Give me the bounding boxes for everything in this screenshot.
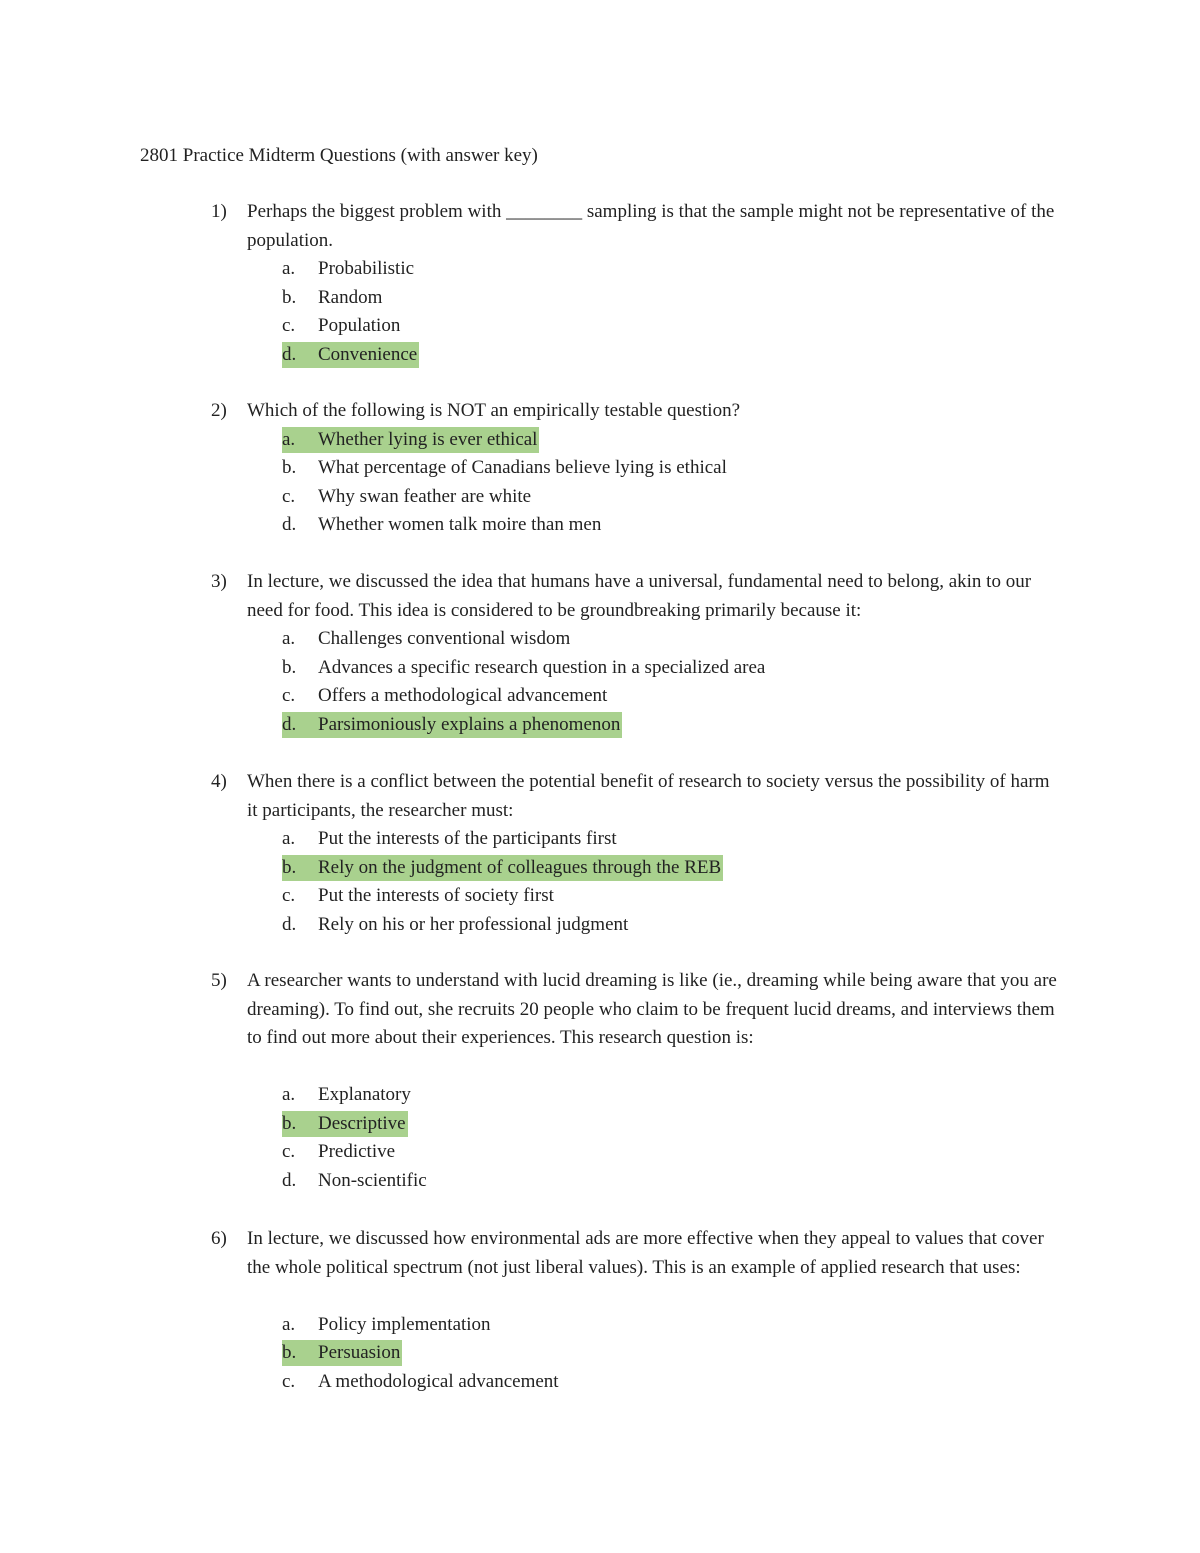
- option-letter: c.: [282, 315, 296, 336]
- answer-option-correct: [282, 342, 419, 368]
- option-text: Why swan feather are white: [318, 485, 532, 507]
- answer-option: [282, 655, 767, 681]
- option-text: Population: [318, 315, 401, 336]
- option-text: Non-scientific: [318, 1169, 427, 1191]
- option-text: Put the interests of society first: [318, 885, 554, 906]
- question-text: In lecture, we discussed how environmental ads are more effective when they appeal to values that cover the whole political spectrum (not just liberal values). This is an example of applied research that uses:: [247, 1228, 1044, 1278]
- option-letter: a.: [282, 828, 296, 849]
- option-text: Advances a specific research question in a specialized area: [318, 656, 766, 678]
- option-text: Descriptive: [318, 1112, 406, 1134]
- document-title: 2801 Practice Midterm Questions (with answer key): [140, 145, 538, 166]
- option-letter: a.: [282, 628, 296, 649]
- answer-option: [282, 455, 729, 481]
- option-text: A methodological advancement: [318, 1370, 559, 1392]
- option-letter: c.: [282, 1141, 296, 1162]
- answer-option: [282, 1312, 493, 1338]
- answer-option: [282, 826, 619, 852]
- option-letter: c.: [282, 485, 296, 507]
- answer-option: [282, 313, 402, 339]
- answer-option: [282, 1369, 561, 1395]
- option-letter: c.: [282, 1370, 296, 1392]
- option-text: Probabilistic: [318, 258, 415, 279]
- option-letter: b.: [282, 1342, 297, 1363]
- option-text: What percentage of Canadians believe lying is ethical: [318, 457, 727, 478]
- answer-option-correct: [282, 1111, 408, 1137]
- question-text: Perhaps the biggest problem with ________ sampling is that the sample might not be representative of the population.: [247, 201, 1055, 251]
- question-text: Which of the following is NOT an empirically testable question?: [247, 400, 740, 421]
- answer-option: [282, 285, 384, 311]
- answer-option-correct: [282, 855, 723, 881]
- option-text: Rely on his or her professional judgment: [318, 913, 629, 935]
- answer-option: [282, 512, 603, 538]
- question-number: 1): [211, 201, 227, 222]
- option-text: Policy implementation: [318, 1313, 491, 1335]
- question-number: 5): [211, 970, 227, 991]
- option-text: Whether lying is ever ethical: [318, 428, 538, 450]
- option-letter: b.: [282, 457, 297, 478]
- question-number: 2): [211, 400, 227, 421]
- answer-option: [282, 683, 609, 709]
- option-text: Challenges conventional wisdom: [318, 628, 571, 649]
- answer-option: [282, 912, 630, 938]
- option-letter: b.: [282, 656, 297, 678]
- option-text: Persuasion: [318, 1342, 401, 1363]
- option-letter: b.: [282, 286, 297, 308]
- option-text: Rely on the judgment of colleagues through the REB: [318, 856, 722, 878]
- question-number: 3): [211, 571, 227, 592]
- option-letter: c.: [282, 885, 296, 906]
- option-text: Random: [318, 286, 383, 308]
- option-letter: d.: [282, 713, 297, 735]
- question-text: A researcher wants to understand with lucid dreaming is like (ie., dreaming while being aware that you are dreaming). To find out, she recruits 20 people who claim to be frequent lucid dreams, and interviews them to find out more about their experiences. This research question is:: [247, 970, 1057, 1048]
- answer-option: [282, 1168, 429, 1194]
- option-text: Put the interests of the participants first: [318, 828, 617, 849]
- answer-option-correct: [282, 427, 539, 453]
- option-letter: d.: [282, 913, 297, 935]
- answer-option: [282, 484, 533, 510]
- question-text: In lecture, we discussed the idea that humans have a universal, fundamental need to belong, akin to our need for food. This idea is considered to be groundbreaking primarily because it:: [247, 571, 1032, 621]
- question-number: 4): [211, 771, 227, 792]
- answer-option: [282, 626, 572, 652]
- option-text: Convenience: [318, 343, 418, 365]
- option-letter: a.: [282, 1084, 296, 1105]
- answer-option-correct: [282, 712, 622, 738]
- option-letter: d.: [282, 343, 297, 365]
- option-letter: a.: [282, 428, 296, 450]
- option-text: Predictive: [318, 1141, 396, 1162]
- option-letter: b.: [282, 856, 297, 878]
- option-letter: d.: [282, 1169, 297, 1191]
- answer-option-correct: [282, 1340, 402, 1366]
- answer-option: [282, 1139, 397, 1165]
- answer-option: [282, 256, 416, 282]
- option-text: Offers a methodological advancement: [318, 685, 608, 706]
- option-letter: b.: [282, 1112, 297, 1134]
- option-text: Explanatory: [318, 1084, 411, 1105]
- question-number: 6): [211, 1228, 227, 1249]
- question-text: When there is a conflict between the potential benefit of research to society versus the possibility of harm it participants, the researcher must:: [247, 771, 1050, 821]
- option-letter: a.: [282, 1313, 296, 1335]
- option-letter: c.: [282, 685, 296, 706]
- option-letter: d.: [282, 514, 297, 535]
- option-text: Parsimoniously explains a phenomenon: [318, 713, 621, 735]
- option-text: Whether women talk moire than men: [318, 514, 602, 535]
- option-letter: a.: [282, 258, 296, 279]
- answer-option: [282, 883, 556, 909]
- answer-option: [282, 1082, 413, 1108]
